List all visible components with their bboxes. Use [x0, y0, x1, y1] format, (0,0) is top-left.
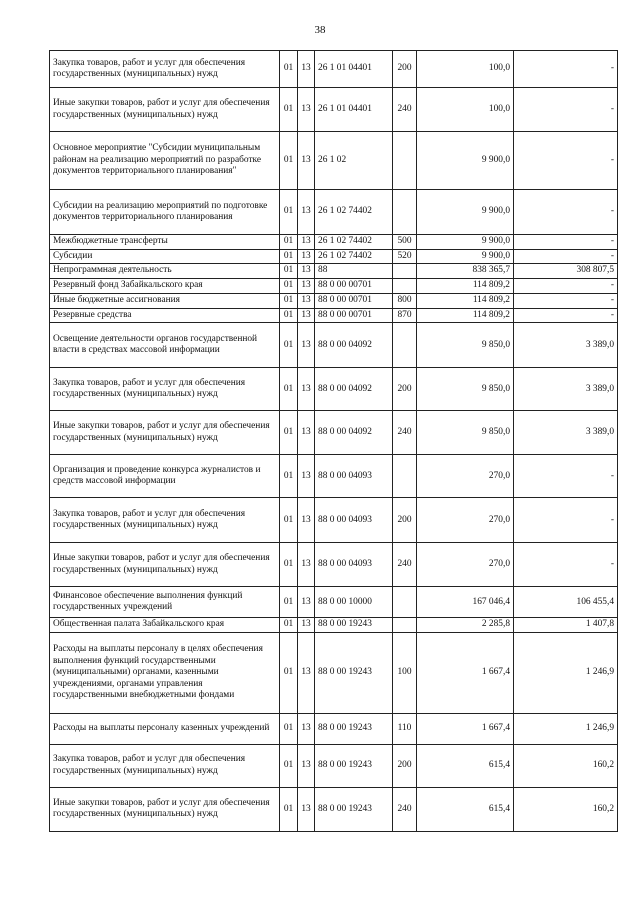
subsection-code-cell: 13 [298, 632, 315, 713]
amount-2-cell: 160,2 [514, 744, 618, 787]
target-article-cell: 88 0 00 19243 [315, 632, 393, 713]
amount-2-cell: - [514, 250, 618, 264]
expense-type-cell [393, 190, 417, 235]
amount-2-cell: - [514, 88, 618, 132]
target-article-cell: 26 1 01 04401 [315, 88, 393, 132]
amount-1-cell: 615,4 [417, 744, 514, 787]
table-row [50, 618, 618, 632]
amount-2-cell: 308 807,5 [514, 264, 618, 278]
table-row [50, 88, 618, 132]
expense-type-cell: 240 [393, 88, 417, 132]
row-name-cell: Финансовое обеспечение выполнения функций государственных учреждений [50, 587, 280, 618]
row-name-cell: Субсидии на реализацию мероприятий по подготовке документов территориального планирования [50, 190, 280, 235]
target-article-cell: 26 1 02 74402 [315, 250, 393, 264]
section-code-cell: 01 [280, 235, 298, 250]
target-article-cell: 88 0 00 10000 [315, 587, 393, 618]
section-code-cell: 01 [280, 411, 298, 455]
subsection-code-cell: 13 [298, 293, 315, 308]
section-code-cell: 01 [280, 744, 298, 787]
row-name-cell: Закупка товаров, работ и услуг для обеспечения государственных (муниципальных) нужд [50, 368, 280, 411]
amount-1-cell: 114 809,2 [417, 308, 514, 322]
table-row [50, 455, 618, 498]
section-code-cell: 01 [280, 455, 298, 498]
subsection-code-cell: 13 [298, 264, 315, 278]
row-name-cell: Расходы на выплаты персоналу казенных учреждений [50, 713, 280, 744]
row-name-cell: Субсидии [50, 250, 280, 264]
table-row [50, 323, 618, 368]
amount-1-cell: 270,0 [417, 498, 514, 543]
target-article-cell: 88 [315, 264, 393, 278]
subsection-code-cell: 13 [298, 744, 315, 787]
amount-1-cell: 9 900,0 [417, 190, 514, 235]
table-row [50, 293, 618, 308]
target-article-cell: 88 0 00 19243 [315, 618, 393, 632]
amount-1-cell: 270,0 [417, 543, 514, 587]
subsection-code-cell: 13 [298, 308, 315, 322]
amount-2-cell: 3 389,0 [514, 323, 618, 368]
amount-1-cell: 114 809,2 [417, 293, 514, 308]
amount-1-cell: 9 850,0 [417, 323, 514, 368]
subsection-code-cell: 13 [298, 498, 315, 543]
section-code-cell: 01 [280, 88, 298, 132]
expense-type-cell: 240 [393, 787, 417, 831]
expense-type-cell: 240 [393, 543, 417, 587]
row-name-cell: Организация и проведение конкурса журналистов и средств массовой информации [50, 455, 280, 498]
amount-2-cell: - [514, 190, 618, 235]
table-row [50, 713, 618, 744]
section-code-cell: 01 [280, 713, 298, 744]
budget-table [49, 50, 618, 832]
table-row [50, 498, 618, 543]
expense-type-cell [393, 132, 417, 190]
expense-type-cell [393, 323, 417, 368]
amount-2-cell: - [514, 543, 618, 587]
section-code-cell: 01 [280, 293, 298, 308]
expense-type-cell: 200 [393, 498, 417, 543]
subsection-code-cell: 13 [298, 787, 315, 831]
table-row [50, 132, 618, 190]
table-row [50, 632, 618, 713]
expense-type-cell: 870 [393, 308, 417, 322]
amount-1-cell: 1 667,4 [417, 713, 514, 744]
expense-type-cell [393, 455, 417, 498]
amount-1-cell: 100,0 [417, 51, 514, 88]
subsection-code-cell: 13 [298, 323, 315, 368]
row-name-cell: Общественная палата Забайкальского края [50, 618, 280, 632]
table-row [50, 787, 618, 831]
amount-2-cell: 1 246,9 [514, 632, 618, 713]
section-code-cell: 01 [280, 278, 298, 293]
row-name-cell: Иные закупки товаров, работ и услуг для обеспечения государственных (муниципальных) нужд [50, 543, 280, 587]
amount-1-cell: 838 365,7 [417, 264, 514, 278]
subsection-code-cell: 13 [298, 250, 315, 264]
target-article-cell: 88 0 00 04092 [315, 368, 393, 411]
amount-1-cell: 9 850,0 [417, 368, 514, 411]
table-row [50, 411, 618, 455]
table-row [50, 51, 618, 88]
target-article-cell: 26 1 02 [315, 132, 393, 190]
subsection-code-cell: 13 [298, 51, 315, 88]
amount-2-cell: 160,2 [514, 787, 618, 831]
subsection-code-cell: 13 [298, 455, 315, 498]
expense-type-cell: 200 [393, 51, 417, 88]
section-code-cell: 01 [280, 587, 298, 618]
amount-1-cell: 615,4 [417, 787, 514, 831]
amount-2-cell: - [514, 455, 618, 498]
subsection-code-cell: 13 [298, 368, 315, 411]
amount-2-cell: 3 389,0 [514, 411, 618, 455]
amount-2-cell: - [514, 235, 618, 250]
section-code-cell: 01 [280, 264, 298, 278]
amount-2-cell: - [514, 293, 618, 308]
row-name-cell: Иные закупки товаров, работ и услуг для обеспечения государственных (муниципальных) нужд [50, 88, 280, 132]
amount-1-cell: 9 850,0 [417, 411, 514, 455]
subsection-code-cell: 13 [298, 543, 315, 587]
row-name-cell: Резервные средства [50, 308, 280, 322]
amount-2-cell: 106 455,4 [514, 587, 618, 618]
section-code-cell: 01 [280, 787, 298, 831]
table-row [50, 264, 618, 278]
row-name-cell: Непрограммная деятельность [50, 264, 280, 278]
target-article-cell: 88 0 00 04093 [315, 498, 393, 543]
row-name-cell: Основное мероприятие "Субсидии муниципальным районам на реализацию мероприятий по разработке документов территориального планирования" [50, 132, 280, 190]
subsection-code-cell: 13 [298, 190, 315, 235]
table-row [50, 278, 618, 293]
expense-type-cell [393, 618, 417, 632]
amount-2-cell: - [514, 278, 618, 293]
table-row [50, 190, 618, 235]
section-code-cell: 01 [280, 190, 298, 235]
row-name-cell: Освещение деятельности органов государственной власти в средствах массовой информации [50, 323, 280, 368]
subsection-code-cell: 13 [298, 618, 315, 632]
target-article-cell: 88 0 00 00701 [315, 278, 393, 293]
section-code-cell: 01 [280, 308, 298, 322]
section-code-cell: 01 [280, 543, 298, 587]
row-name-cell: Межбюджетные трансферты [50, 235, 280, 250]
expense-type-cell: 100 [393, 632, 417, 713]
subsection-code-cell: 13 [298, 713, 315, 744]
table-row [50, 543, 618, 587]
subsection-code-cell: 13 [298, 88, 315, 132]
row-name-cell: Закупка товаров, работ и услуг для обеспечения государственных (муниципальных) нужд [50, 744, 280, 787]
expense-type-cell: 500 [393, 235, 417, 250]
amount-2-cell: - [514, 51, 618, 88]
section-code-cell: 01 [280, 132, 298, 190]
amount-2-cell: 1 407,8 [514, 618, 618, 632]
amount-2-cell: - [514, 308, 618, 322]
table-row [50, 250, 618, 264]
expense-type-cell [393, 264, 417, 278]
section-code-cell: 01 [280, 51, 298, 88]
subsection-code-cell: 13 [298, 411, 315, 455]
amount-2-cell: - [514, 132, 618, 190]
row-name-cell: Закупка товаров, работ и услуг для обеспечения государственных (муниципальных) нужд [50, 51, 280, 88]
row-name-cell: Иные закупки товаров, работ и услуг для обеспечения государственных (муниципальных) нужд [50, 787, 280, 831]
target-article-cell: 88 0 00 19243 [315, 744, 393, 787]
expense-type-cell: 110 [393, 713, 417, 744]
target-article-cell: 88 0 00 19243 [315, 787, 393, 831]
amount-1-cell: 100,0 [417, 88, 514, 132]
row-name-cell: Закупка товаров, работ и услуг для обеспечения государственных (муниципальных) нужд [50, 498, 280, 543]
target-article-cell: 88 0 00 04093 [315, 455, 393, 498]
section-code-cell: 01 [280, 368, 298, 411]
amount-1-cell: 2 285,8 [417, 618, 514, 632]
section-code-cell: 01 [280, 618, 298, 632]
amount-2-cell: 1 246,9 [514, 713, 618, 744]
expense-type-cell: 240 [393, 411, 417, 455]
subsection-code-cell: 13 [298, 587, 315, 618]
amount-1-cell: 9 900,0 [417, 235, 514, 250]
target-article-cell: 88 0 00 00701 [315, 293, 393, 308]
target-article-cell: 88 0 00 04093 [315, 543, 393, 587]
expense-type-cell [393, 278, 417, 293]
target-article-cell: 88 0 00 19243 [315, 713, 393, 744]
expense-type-cell: 200 [393, 368, 417, 411]
target-article-cell: 26 1 01 04401 [315, 51, 393, 88]
amount-1-cell: 1 667,4 [417, 632, 514, 713]
budget-table-body [50, 51, 618, 832]
target-article-cell: 26 1 02 74402 [315, 235, 393, 250]
table-row [50, 368, 618, 411]
subsection-code-cell: 13 [298, 278, 315, 293]
amount-2-cell: 3 389,0 [514, 368, 618, 411]
expense-type-cell: 200 [393, 744, 417, 787]
expense-type-cell: 520 [393, 250, 417, 264]
table-row [50, 587, 618, 618]
expense-type-cell: 800 [393, 293, 417, 308]
table-row [50, 744, 618, 787]
row-name-cell: Расходы на выплаты персоналу в целях обеспечения выполнения функций государственными (муниципальными) органами, казенными учреждениями, органами управления государственными внебюджетными фондами [50, 632, 280, 713]
amount-2-cell: - [514, 498, 618, 543]
row-name-cell: Резервный фонд Забайкальского края [50, 278, 280, 293]
target-article-cell: 88 0 00 04092 [315, 411, 393, 455]
amount-1-cell: 9 900,0 [417, 250, 514, 264]
target-article-cell: 88 0 00 04092 [315, 323, 393, 368]
section-code-cell: 01 [280, 323, 298, 368]
section-code-cell: 01 [280, 632, 298, 713]
expense-type-cell [393, 587, 417, 618]
amount-1-cell: 270,0 [417, 455, 514, 498]
amount-1-cell: 167 046,4 [417, 587, 514, 618]
target-article-cell: 88 0 00 00701 [315, 308, 393, 322]
row-name-cell: Иные закупки товаров, работ и услуг для обеспечения государственных (муниципальных) нужд [50, 411, 280, 455]
page-number: 38 [314, 24, 326, 36]
row-name-cell: Иные бюджетные ассигнования [50, 293, 280, 308]
amount-1-cell: 9 900,0 [417, 132, 514, 190]
subsection-code-cell: 13 [298, 235, 315, 250]
table-row [50, 235, 618, 250]
table-row [50, 308, 618, 322]
amount-1-cell: 114 809,2 [417, 278, 514, 293]
section-code-cell: 01 [280, 250, 298, 264]
section-code-cell: 01 [280, 498, 298, 543]
subsection-code-cell: 13 [298, 132, 315, 190]
target-article-cell: 26 1 02 74402 [315, 190, 393, 235]
